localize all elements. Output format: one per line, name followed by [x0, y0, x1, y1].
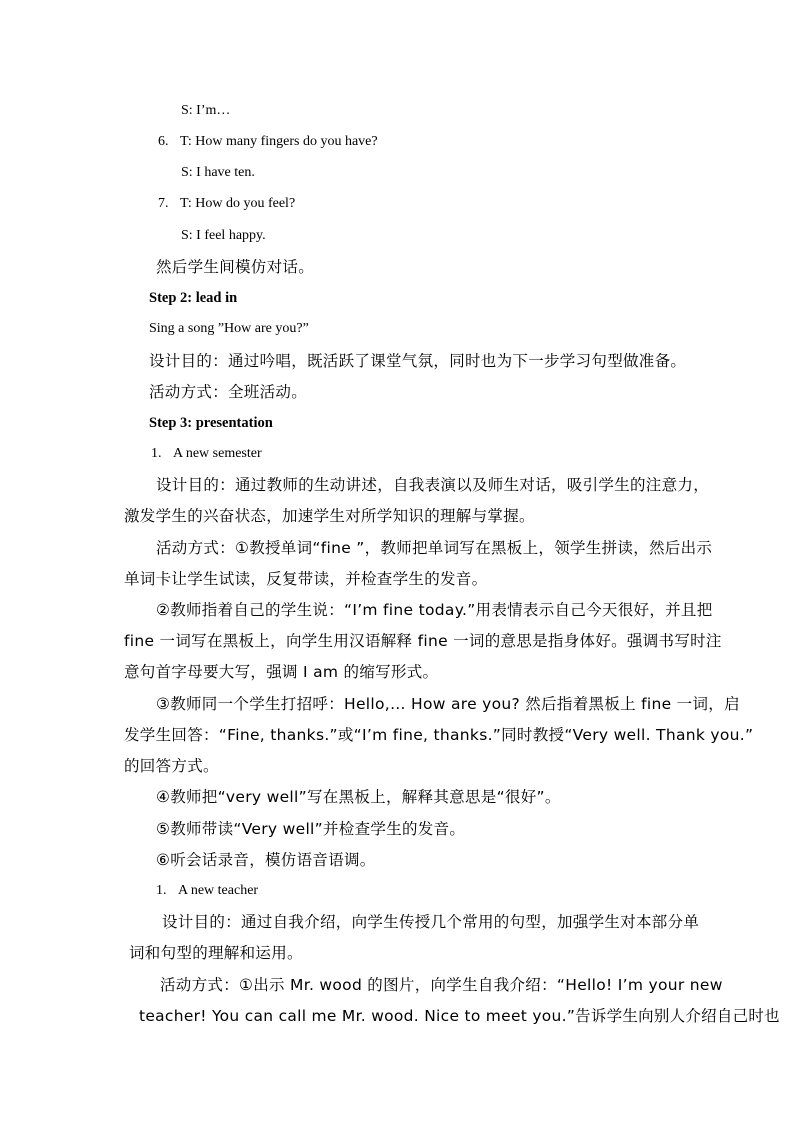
paragraph-line: 词和句型的理解和运用。 [129, 944, 303, 962]
paragraph-line: 然后学生间模仿对话。 [156, 258, 315, 276]
paragraph-line: ②教师指着自己的学生说：“I’m fine today.”用表情表示自己今天很好，并且把 [156, 601, 713, 619]
paragraph-line: ⑤教师带读“Very well”并检查学生的发音。 [156, 820, 466, 838]
paragraph-line: 单词卡让学生试读，反复带读，并检查学生的发音。 [124, 570, 488, 588]
step-heading: Step 3: presentation [149, 415, 273, 431]
paragraph-line: 设计目的：通过教师的生动讲述，自我表演以及师生对话，吸引学生的注意力， [156, 476, 710, 494]
paragraph-line: ④教师把“very well”写在黑板上，解释其意思是“很好”。 [156, 788, 561, 806]
paragraph-line: Sing a song ”How are you?” [149, 321, 309, 336]
paragraph-line: 活动方式：①教授单词“fine ”，教师把单词写在黑板上，领学生拼读，然后出示 [156, 539, 713, 557]
paragraph-line: teacher! You can call me Mr. wood. Nice to meet you.”告诉学生向别人介绍自己时也 [139, 1007, 780, 1025]
paragraph-line: 设计目的：通过自我介绍，向学生传授几个常用的句型，加强学生对本部分单 [162, 913, 700, 931]
paragraph-line: 设计目的：通过吟唱，既活跃了课堂气氛，同时也为下一步学习句型做准备。 [149, 352, 687, 370]
dialogue-line: S: I have ten. [181, 165, 255, 180]
dialogue-line: S: I feel happy. [181, 228, 266, 243]
paragraph-line: 的回答方式。 [124, 757, 219, 775]
dialogue-line: S: I’m… [181, 103, 231, 118]
paragraph-line: 激发学生的兴奋状态，加速学生对所学知识的理解与掌握。 [124, 507, 535, 525]
dialogue-line: T: How do you feel? [180, 196, 296, 211]
step-heading: Step 2: lead in [149, 290, 238, 306]
paragraph-line: ③教师同一个学生打招呼：Hello,… How are you? 然后指着黑板上 fine 一词，启 [156, 695, 740, 713]
paragraph-line: 意句首字母要大写，强调 I am 的缩写形式。 [124, 663, 439, 681]
item-number: 1. [151, 446, 162, 461]
dialogue-line: T: How many fingers do you have? [180, 134, 378, 149]
numbered-item [158, 196, 295, 213]
paragraph-line: fine 一词写在黑板上，向学生用汉语解释 fine 一词的意思是指身体好。强调书写时注 [124, 632, 722, 650]
item-number: 7. [158, 196, 169, 211]
paragraph-line: ⑥听会话录音，模仿语音语调。 [156, 851, 376, 869]
item-number: 1. [156, 883, 167, 898]
numbered-item [158, 134, 378, 151]
paragraph-line: 活动方式：①出示 Mr. wood 的图片，向学生自我介绍：“Hello! I’m your new [160, 976, 723, 994]
paragraph-line: 活动方式：全班活动。 [149, 383, 308, 401]
numbered-item [156, 883, 258, 900]
paragraph-line: 发学生回答：“Fine, thanks.”或“I’m fine, thanks.”同时教授“Very well. Thank you.” [124, 726, 754, 744]
subsection-title: A new teacher [178, 883, 259, 898]
item-number: 6. [158, 134, 169, 149]
numbered-item [151, 446, 262, 463]
subsection-title: A new semester [173, 446, 262, 461]
